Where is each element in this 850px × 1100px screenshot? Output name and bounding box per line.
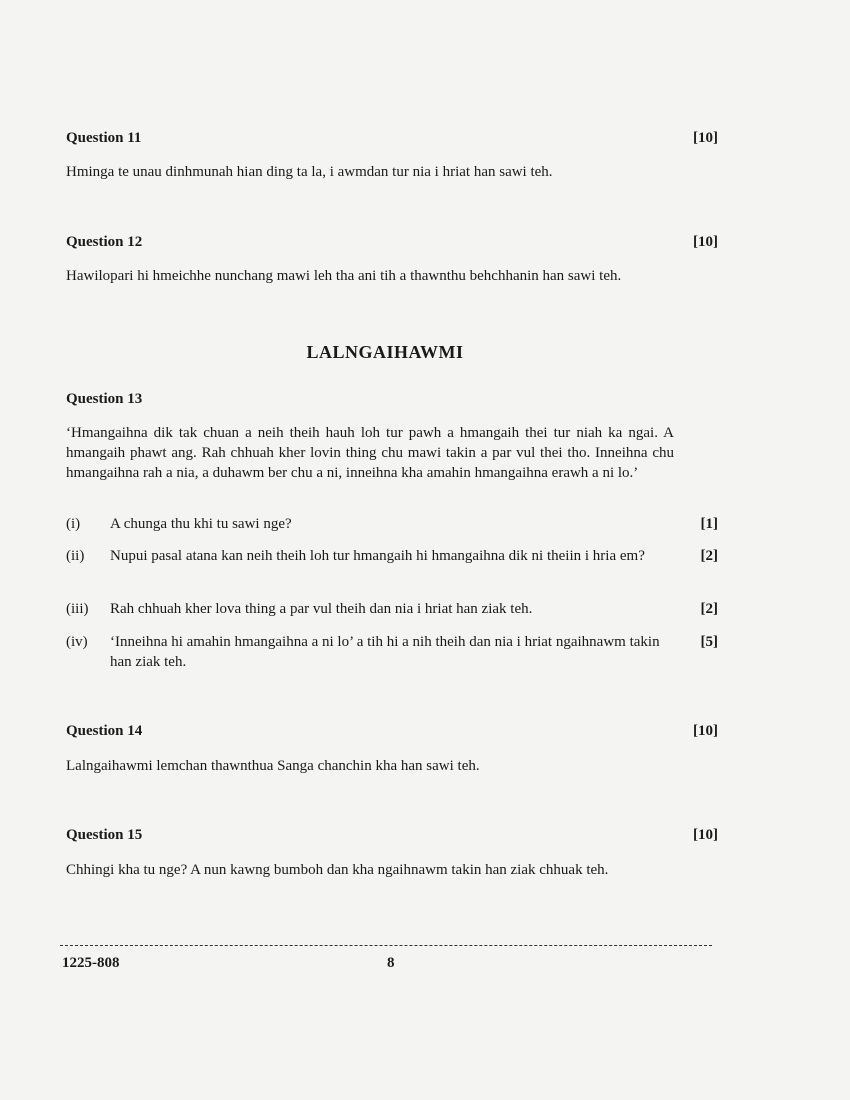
part-text: A chunga thu khi tu sawi nge? [110, 516, 292, 532]
question-12-marks: [10] [693, 234, 718, 250]
question-14-marks: [10] [693, 723, 718, 739]
page-number: 8 [387, 955, 395, 971]
question-12-heading [66, 234, 718, 251]
question-11-heading [66, 130, 718, 147]
section-title: LALNGAIHAWMI [306, 342, 464, 362]
part-number: (i) [66, 516, 81, 532]
question-13-passage: ‘Hmangaihna dik tak chuan a neih theih hauh loh tur pawh a hmangaih thei tur niah ka ngai. A hmangaih phawt ang. Rah chhuah kher lovin thing chu mawi takin a par vul thei tho. Inneihna chu hmangaihna rah a nia, a duhawm ber chu a ni, inneihna kha amahin hmangaihna erawh a ni lo.’ [66, 425, 674, 481]
part-marks: [2] [700, 548, 718, 564]
part-text: Nupui pasal atana kan neih theih loh tur hmangaih hi hmangaihna dik ni theiin i hria em? [110, 548, 645, 564]
question-11-text: Hminga te unau dinhmunah hian ding ta la, i awmdan tur nia i hriat han sawi teh. [66, 164, 553, 180]
question-11-marks: [10] [693, 130, 718, 146]
paper-code: 1225-808 [62, 955, 120, 971]
question-12-label: Question 12 [66, 234, 143, 250]
question-11-label: Question 11 [66, 130, 142, 146]
part-number: (iii) [66, 601, 89, 617]
part-text: ‘Inneihna hi amahin hmangaihna a ni lo’ a tih hi a nih theih dan nia i hriat ngaihnawm takin han ziak teh. [110, 634, 660, 670]
question-15-label: Question 15 [66, 827, 143, 843]
part-marks: [5] [700, 634, 718, 650]
question-15-marks: [10] [693, 827, 718, 843]
part-text: Rah chhuah kher lova thing a par vul theih dan nia i hriat han ziak teh. [110, 601, 533, 617]
question-13-heading [66, 391, 718, 408]
part-number: (iv) [66, 634, 88, 650]
part-marks: [1] [700, 516, 718, 532]
question-13-label: Question 13 [66, 391, 143, 407]
footer-divider [60, 945, 712, 946]
question-14-label: Question 14 [66, 723, 143, 739]
question-15-heading [66, 827, 718, 844]
question-14-heading [66, 723, 718, 740]
part-number: (ii) [66, 548, 85, 564]
part-marks: [2] [700, 601, 718, 617]
question-14-text: Lalngaihawmi lemchan thawnthua Sanga chanchin kha han sawi teh. [66, 758, 480, 774]
question-12-text: Hawilopari hi hmeichhe nunchang mawi leh tha ani tih a thawnthu behchhanin han sawi teh. [66, 268, 622, 284]
question-15-text: Chhingi kha tu nge? A nun kawng bumboh dan kha ngaihnawm takin han ziak chhuak teh. [66, 862, 609, 878]
